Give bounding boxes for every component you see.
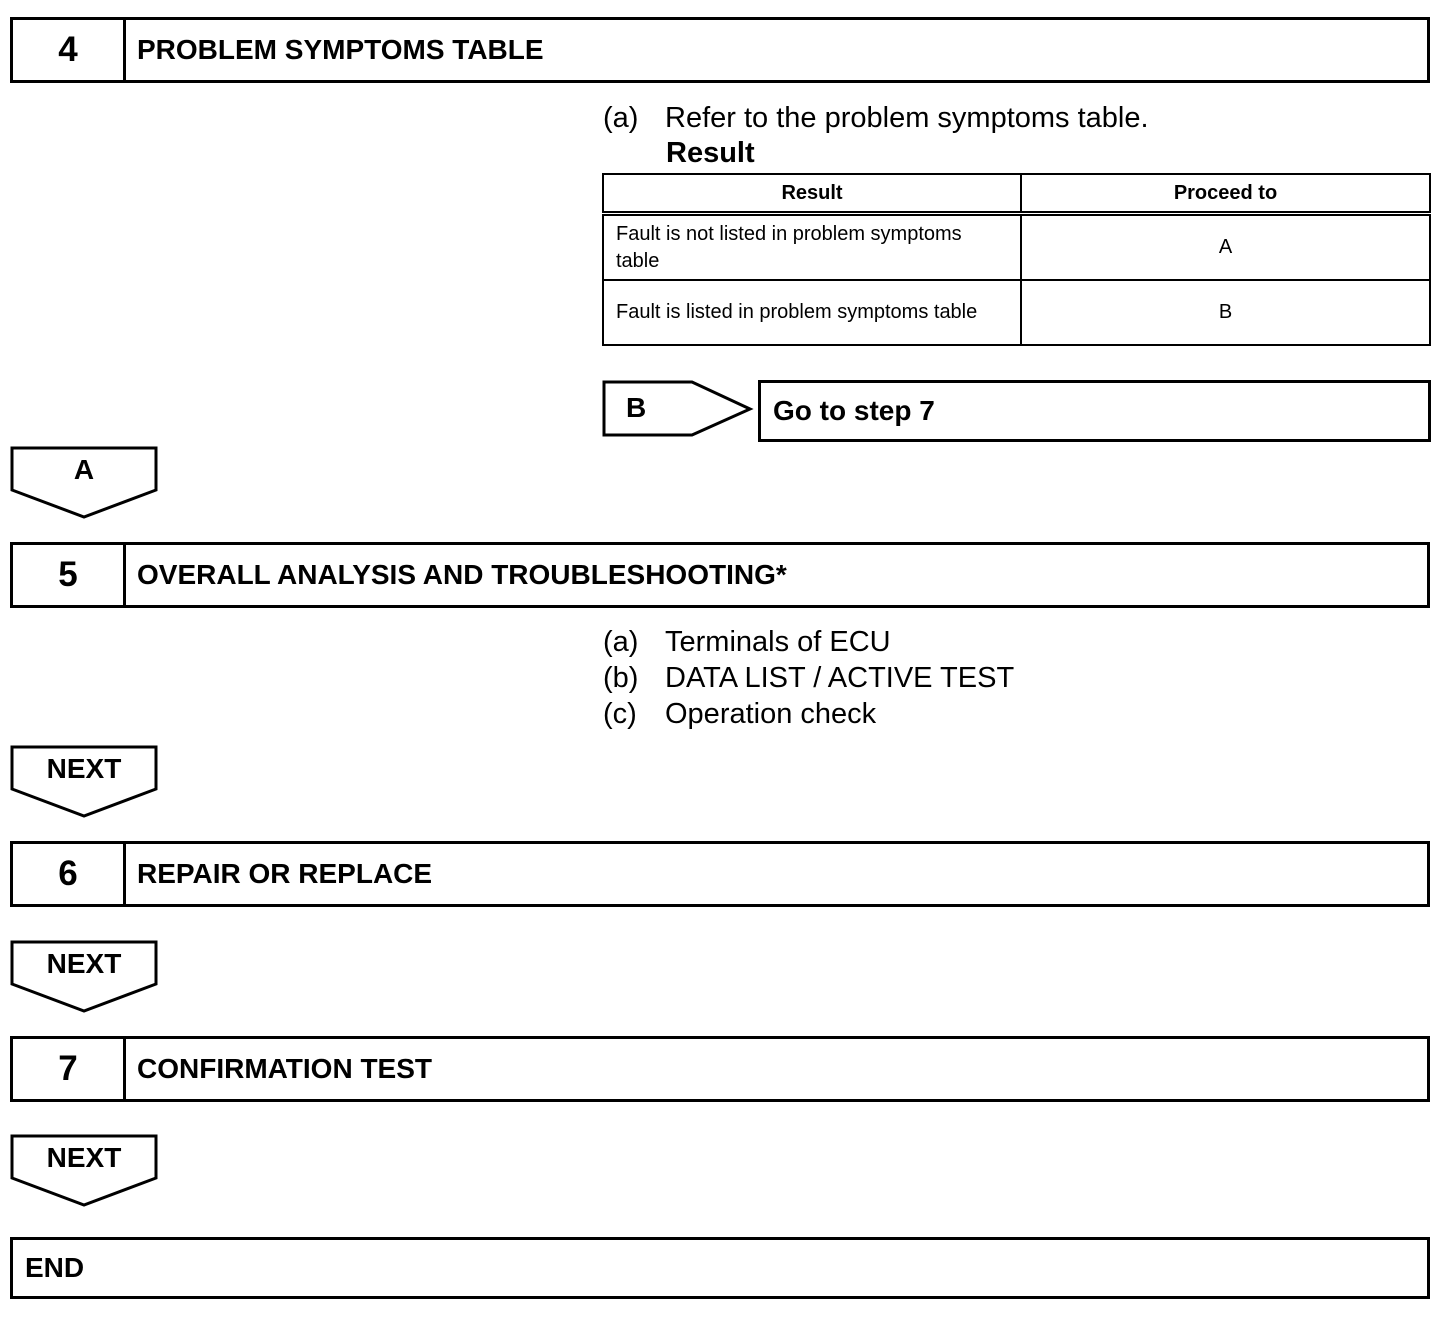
item-text: DATA LIST / ACTIVE TEST	[665, 662, 1015, 694]
step-number: 5	[13, 545, 126, 605]
item-tag: (b)	[603, 662, 639, 694]
end-box: END	[10, 1237, 1430, 1299]
table-header: Result	[603, 174, 1021, 214]
step-5-item	[603, 696, 876, 732]
step-number: 6	[13, 844, 126, 904]
right-arrow-shape	[602, 380, 754, 438]
step-title: REPAIR OR REPLACE	[137, 858, 433, 889]
table-cell: B	[1021, 280, 1430, 345]
step-number: 4	[13, 20, 126, 80]
item-tag: (c)	[603, 698, 637, 730]
next-arrow-step-7[interactable]	[10, 1134, 158, 1208]
step-4-header	[10, 17, 1430, 83]
step-title: PROBLEM SYMPTOMS TABLE	[137, 34, 544, 65]
step-4-instruction	[603, 100, 1149, 136]
table-header-row	[603, 174, 1430, 214]
step-5-item	[603, 660, 1014, 696]
next-label: NEXT	[46, 948, 122, 979]
next-label: NEXT	[46, 753, 122, 784]
item-text: Operation check	[665, 698, 877, 730]
item-tag: (a)	[603, 626, 639, 658]
item-text: Terminals of ECU	[665, 626, 891, 658]
result-table	[602, 173, 1431, 346]
result-title: Result	[666, 137, 755, 169]
table-row	[603, 214, 1430, 281]
next-arrow-step-6[interactable]	[10, 940, 158, 1014]
step-5-header	[10, 542, 1430, 608]
step-number: 7	[13, 1039, 126, 1099]
step-title: OVERALL ANALYSIS AND TROUBLESHOOTING*	[137, 559, 787, 590]
table-cell: Fault is listed in problem symptoms table	[603, 280, 1021, 345]
branch-b-label: B	[626, 392, 647, 423]
instruction-tag: (a)	[603, 102, 639, 134]
branch-a-label: A	[73, 454, 95, 485]
step-7-header	[10, 1036, 1430, 1102]
table-cell: A	[1021, 214, 1430, 281]
next-arrow-step-5[interactable]	[10, 745, 158, 819]
step-title: CONFIRMATION TEST	[137, 1053, 433, 1084]
goto-step-box: Go to step 7	[758, 380, 1431, 442]
table-cell: Fault is not listed in problem symptoms table	[603, 214, 1021, 281]
branch-b-arrow[interactable]	[602, 380, 754, 438]
next-label: NEXT	[46, 1142, 122, 1173]
step-6-header	[10, 841, 1430, 907]
instruction-text: Refer to the problem symptoms table.	[665, 102, 1149, 134]
branch-a-arrow[interactable]	[10, 446, 158, 520]
table-header: Proceed to	[1021, 174, 1430, 214]
table-row	[603, 280, 1430, 345]
step-5-item	[603, 624, 891, 660]
